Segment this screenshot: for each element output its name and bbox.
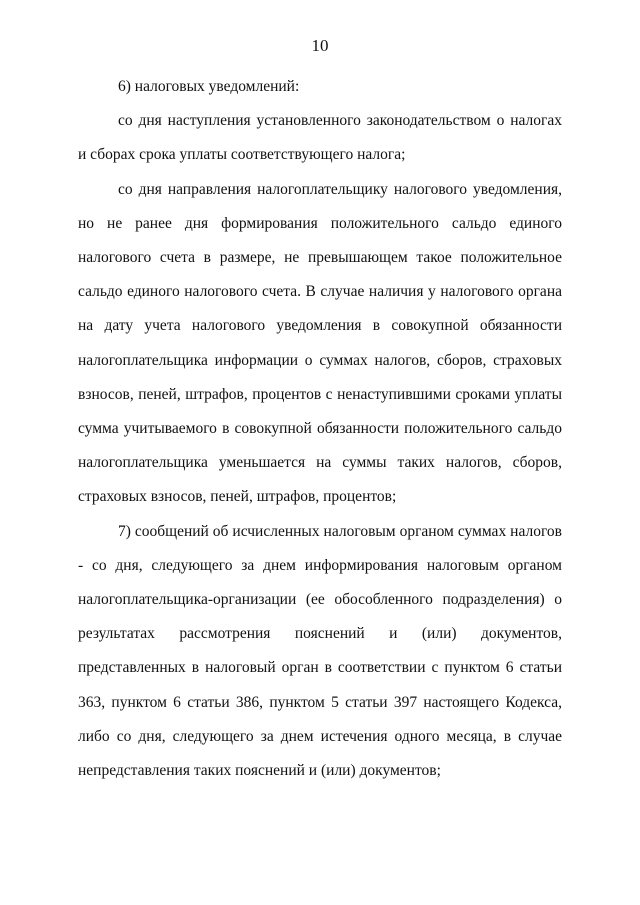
paragraph-item-6-heading: 6) налоговых уведомлений: (118, 78, 300, 95)
page-number: 10 (311, 36, 329, 55)
document-body (78, 70, 562, 788)
paragraph-item-7-messages: 7) сообщений об исчисленных налоговым органом суммах налогов - со дня, следующего за днем информирования налоговым органом налогоплательщика-организации (ее обособленного подразделения) о результатах рассмотрения пояснений и (или) документов, представленных в налоговый орган в соответствии с пунктом 6 статьи 363, пунктом 6 статьи 386, пунктом 5 статьи 397 настоящего Кодекса, либо со дня, следующего за днем истечения одного месяца, в случае непредставления таких пояснений и (или) документов; (78, 522, 562, 780)
paragraph-tax-notification-sent: со дня направления налогоплательщику налогового уведомления, но не ранее дня формирования положительного сальдо единого налогового счета в размере, не превышающем такое положительное сальдо единого налогового счета. В случае наличия у налогового органа на дату учета налогового уведомления в совокупной обязанности налогоплательщика информации о суммах налогов, сборов, страховых взносов, пеней, штрафов, процентов с ненаступившими сроками уплаты сумма учитываемого в совокупной обязанности положительного сальдо налогоплательщика уменьшается на суммы таких налогов, сборов, страховых взносов, пеней, штрафов, процентов; (78, 180, 562, 506)
paragraph-tax-deadline: со дня наступления установленного законодательством о налогах и сборах срока уплаты соответствующего налога; (78, 112, 562, 164)
